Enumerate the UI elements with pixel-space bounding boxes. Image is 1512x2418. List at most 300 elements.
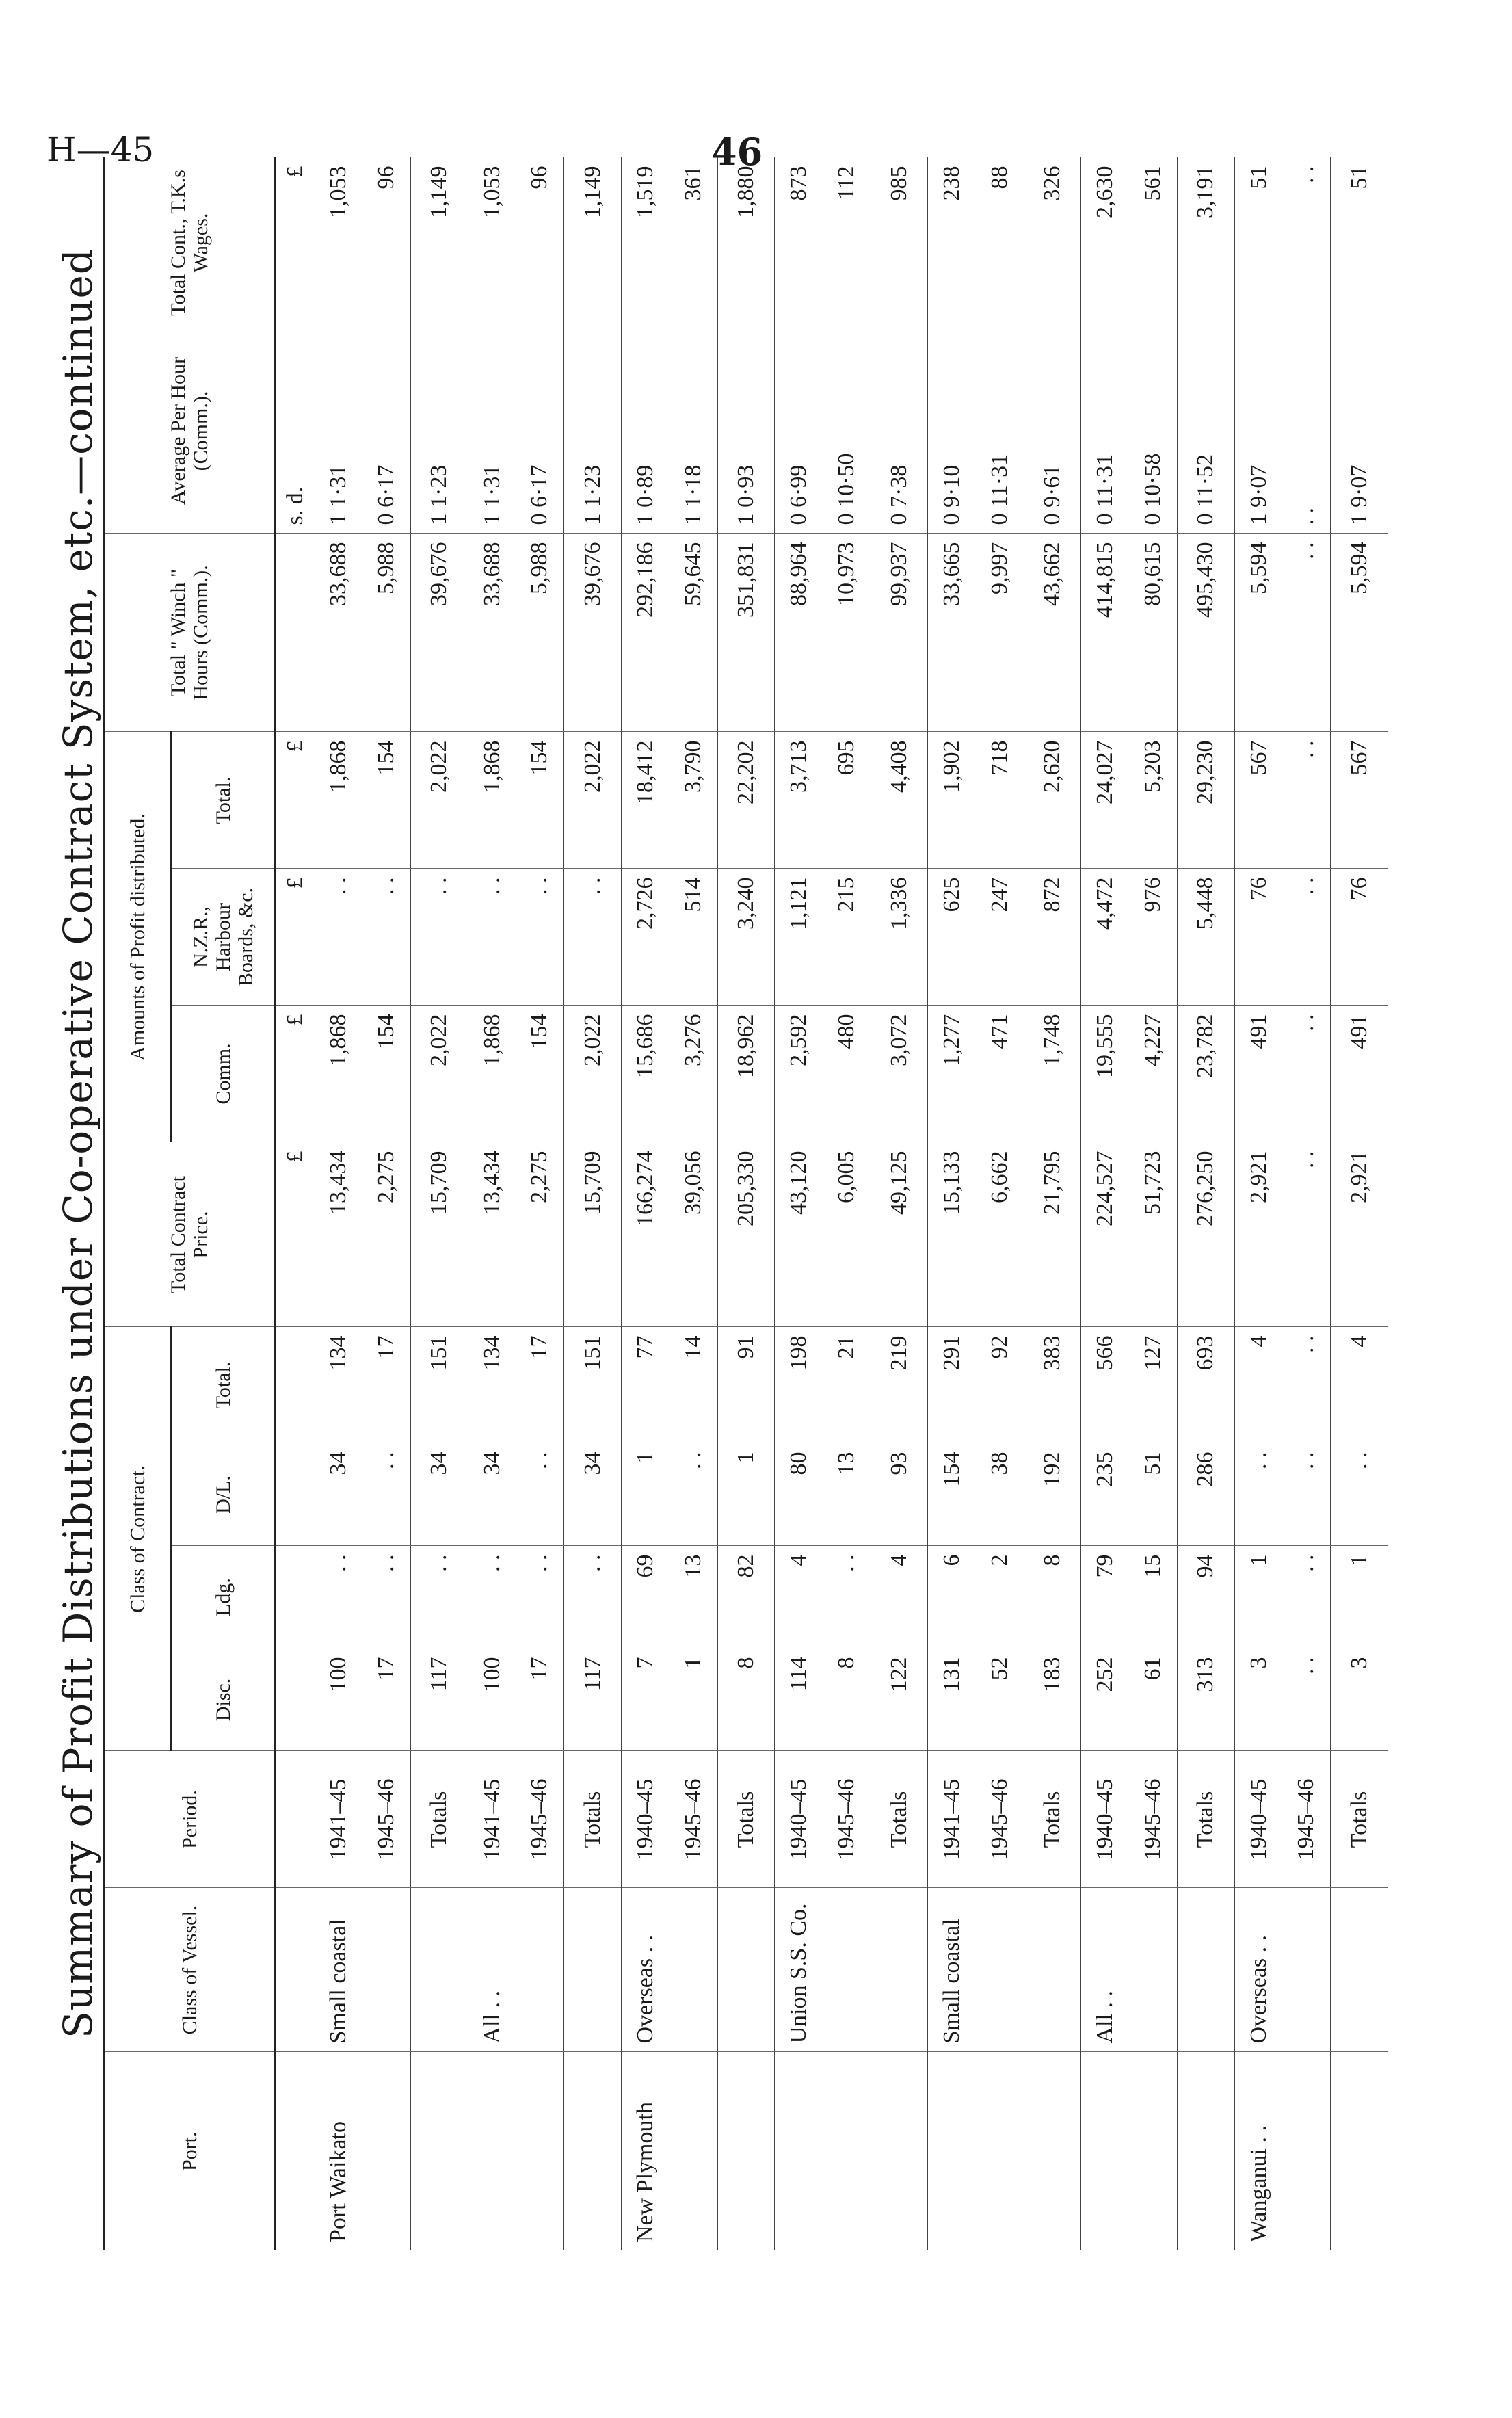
cell-period: 1945–46 bbox=[1283, 1751, 1331, 1888]
cell-price: 2,275 bbox=[516, 1142, 564, 1327]
cell-dl: 34 bbox=[564, 1443, 621, 1546]
cell-disc: 114 bbox=[775, 1648, 823, 1751]
table-body bbox=[275, 157, 1388, 2250]
cell-period: Totals bbox=[1331, 1751, 1388, 1888]
cell-port bbox=[468, 2052, 516, 2250]
cell-dl: 154 bbox=[928, 1443, 976, 1546]
cell-dl: . . bbox=[669, 1443, 717, 1546]
cell-price: 51,723 bbox=[1129, 1142, 1177, 1327]
profit-distribution-table bbox=[103, 157, 1388, 2250]
cell-comm: 3,276 bbox=[669, 1006, 717, 1142]
cell-vessel bbox=[1178, 1888, 1234, 2052]
table-row bbox=[669, 157, 717, 2250]
cell-nzr: 1,336 bbox=[871, 869, 927, 1006]
cell-avg: 0 6·17 bbox=[362, 328, 410, 534]
cell-hours: 495,430 bbox=[1178, 534, 1234, 732]
cell-vessel bbox=[362, 1888, 410, 2052]
cell-total: 198 bbox=[775, 1327, 823, 1443]
cell-ptotal: 4,408 bbox=[871, 732, 927, 869]
cell-dl: . . bbox=[362, 1443, 410, 1546]
cell-comm: 491 bbox=[1234, 1006, 1282, 1142]
cell-comm: 491 bbox=[1331, 1006, 1388, 1142]
cell-hours: 39,676 bbox=[564, 534, 621, 732]
cell-total: 134 bbox=[468, 1327, 516, 1443]
cell-total: 151 bbox=[411, 1327, 468, 1443]
cell-nzr: 625 bbox=[928, 869, 976, 1006]
cell-avg: 0 10·50 bbox=[823, 328, 871, 534]
cell-total: 151 bbox=[564, 1327, 621, 1443]
cell-port bbox=[871, 2052, 927, 2250]
cell-period: 1945–46 bbox=[362, 1751, 410, 1888]
cell-cont: 1,149 bbox=[564, 157, 621, 328]
cell-ptotal: 1,868 bbox=[468, 732, 516, 869]
cell-price: 2,921 bbox=[1331, 1142, 1388, 1327]
cell-cont: 985 bbox=[871, 157, 927, 328]
cell-hours: 10,973 bbox=[823, 534, 871, 732]
cell-cont: 51 bbox=[1234, 157, 1282, 328]
cell-ptotal: 22,202 bbox=[717, 732, 774, 869]
cell-comm: 23,782 bbox=[1178, 1006, 1234, 1142]
cell-cont: 873 bbox=[775, 157, 823, 328]
cell-comm: 1,868 bbox=[468, 1006, 516, 1142]
cell-disc: 7 bbox=[621, 1648, 669, 1751]
cell-disc: 1 bbox=[669, 1648, 717, 1751]
cell-avg: 0 6·17 bbox=[516, 328, 564, 534]
cell-period: Totals bbox=[1178, 1751, 1234, 1888]
cell-ptotal: 1,902 bbox=[928, 732, 976, 869]
table-row bbox=[1234, 157, 1282, 2250]
cell-cont: 1,880 bbox=[717, 157, 774, 328]
cell-hours: 414,815 bbox=[1081, 534, 1129, 732]
cell-ldg: 1 bbox=[1331, 1546, 1388, 1648]
unit-nzr: £ bbox=[275, 869, 315, 1006]
cell-hours: 43,662 bbox=[1024, 534, 1080, 732]
cell-cont: 361 bbox=[669, 157, 717, 328]
cell-period: Totals bbox=[411, 1751, 468, 1888]
cell-cont: 96 bbox=[516, 157, 564, 328]
cell-price: . . bbox=[1283, 1142, 1331, 1327]
cell-avg: 1 0·89 bbox=[621, 328, 669, 534]
cell-ldg: 15 bbox=[1129, 1546, 1177, 1648]
cell-cont: . . bbox=[1283, 157, 1331, 328]
cell-price: 15,709 bbox=[411, 1142, 468, 1327]
col-port: Port. bbox=[104, 2052, 276, 2250]
cell-hours: 351,831 bbox=[717, 534, 774, 732]
cell-nzr: . . bbox=[468, 869, 516, 1006]
col-profit-total: Total. bbox=[171, 732, 275, 869]
cell-ldg: 2 bbox=[976, 1546, 1024, 1648]
col-contract-price: Total Contract Price. bbox=[104, 1142, 276, 1327]
cell-ldg: 13 bbox=[669, 1546, 717, 1648]
cell-ldg: 4 bbox=[775, 1546, 823, 1648]
cell-cont: 238 bbox=[928, 157, 976, 328]
cell-total: 21 bbox=[823, 1327, 871, 1443]
cell-nzr: 2,726 bbox=[621, 869, 669, 1006]
unit-cont: £ bbox=[275, 157, 315, 328]
cell-ptotal: 567 bbox=[1234, 732, 1282, 869]
table-row bbox=[1283, 157, 1331, 2250]
cell-disc: 100 bbox=[315, 1648, 363, 1751]
rotated-table-wrapper bbox=[103, 157, 1388, 2250]
cell-nzr: . . bbox=[362, 869, 410, 1006]
table-row bbox=[823, 157, 871, 2250]
cell-ldg: . . bbox=[411, 1546, 468, 1648]
cell-comm: 1,748 bbox=[1024, 1006, 1080, 1142]
cell-nzr: 976 bbox=[1129, 869, 1177, 1006]
cell-dl: 192 bbox=[1024, 1443, 1080, 1546]
cell-cont: 1,053 bbox=[468, 157, 516, 328]
cell-hours: 5,594 bbox=[1331, 534, 1388, 732]
cell-hours: . . bbox=[1283, 534, 1331, 732]
cell-nzr: 76 bbox=[1234, 869, 1282, 1006]
col-vessel: Class of Vessel. bbox=[104, 1888, 276, 2052]
cell-nzr: 76 bbox=[1331, 869, 1388, 1006]
cell-vessel bbox=[516, 1888, 564, 2052]
cell-period: 1945–46 bbox=[516, 1751, 564, 1888]
cell-ldg: 82 bbox=[717, 1546, 774, 1648]
cell-ldg: 1 bbox=[1234, 1546, 1282, 1648]
cell-ldg: 79 bbox=[1081, 1546, 1129, 1648]
cell-cont: 1,519 bbox=[621, 157, 669, 328]
cell-ldg: . . bbox=[468, 1546, 516, 1648]
cell-avg: 1 9·07 bbox=[1331, 328, 1388, 534]
col-ldg: Ldg. bbox=[171, 1546, 275, 1648]
units-row bbox=[275, 157, 315, 2250]
cell-hours: 80,615 bbox=[1129, 534, 1177, 732]
cell-comm: 154 bbox=[362, 1006, 410, 1142]
cell-total: 127 bbox=[1129, 1327, 1177, 1443]
cell-ptotal: 2,022 bbox=[411, 732, 468, 869]
cell-ptotal: . . bbox=[1283, 732, 1331, 869]
cell-price: 166,274 bbox=[621, 1142, 669, 1327]
cell-comm: 2,592 bbox=[775, 1006, 823, 1142]
table-row bbox=[315, 157, 363, 2250]
cell-cont: 112 bbox=[823, 157, 871, 328]
unit-price: £ bbox=[275, 1142, 315, 1327]
table-title: Summary of Profit Distributions under Co-operative Contract System, etc.—continued bbox=[55, 248, 101, 2038]
cell-dl: 235 bbox=[1081, 1443, 1129, 1546]
cell-cont: 1,149 bbox=[411, 157, 468, 328]
totals-row bbox=[1331, 157, 1388, 2250]
table-row bbox=[468, 157, 516, 2250]
cell-port bbox=[362, 2052, 410, 2250]
cell-price: 6,662 bbox=[976, 1142, 1024, 1327]
cell-cont: 2,630 bbox=[1081, 157, 1129, 328]
cell-vessel: All . . bbox=[468, 1888, 516, 2052]
cell-vessel bbox=[564, 1888, 621, 2052]
cell-port bbox=[669, 2052, 717, 2250]
cell-avg: 1 0·93 bbox=[717, 328, 774, 534]
cell-dl: 34 bbox=[468, 1443, 516, 1546]
cell-disc: 61 bbox=[1129, 1648, 1177, 1751]
cell-ldg: 69 bbox=[621, 1546, 669, 1648]
cell-total: 4 bbox=[1331, 1327, 1388, 1443]
cell-ptotal: 24,027 bbox=[1081, 732, 1129, 869]
totals-row bbox=[1178, 157, 1234, 2250]
cell-vessel bbox=[871, 1888, 927, 2052]
cell-port bbox=[1178, 2052, 1234, 2250]
cell-disc: 122 bbox=[871, 1648, 927, 1751]
cell-dl: . . bbox=[516, 1443, 564, 1546]
cell-period: Totals bbox=[564, 1751, 621, 1888]
cell-price: 2,275 bbox=[362, 1142, 410, 1327]
cell-dl: 38 bbox=[976, 1443, 1024, 1546]
cell-disc: 313 bbox=[1178, 1648, 1234, 1751]
col-group-profit: Amounts of Profit distributed. bbox=[104, 732, 172, 1142]
cell-ldg: . . bbox=[1283, 1546, 1331, 1648]
cell-hours: 5,594 bbox=[1234, 534, 1282, 732]
cell-disc: 117 bbox=[564, 1648, 621, 1751]
cell-ldg: . . bbox=[823, 1546, 871, 1648]
cell-port bbox=[1081, 2052, 1129, 2250]
cell-period: 1940–45 bbox=[1081, 1751, 1129, 1888]
cell-ptotal: 18,412 bbox=[621, 732, 669, 869]
cell-total: 219 bbox=[871, 1327, 927, 1443]
cell-comm: 480 bbox=[823, 1006, 871, 1142]
col-disc: Disc. bbox=[171, 1648, 275, 1751]
col-group-class: Class of Contract. bbox=[104, 1327, 172, 1751]
cell-nzr: 872 bbox=[1024, 869, 1080, 1006]
cell-avg: . . bbox=[1283, 328, 1331, 534]
cell-avg: 0 9·61 bbox=[1024, 328, 1080, 534]
cell-ptotal: 3,790 bbox=[669, 732, 717, 869]
cell-hours: 33,665 bbox=[928, 534, 976, 732]
cell-port bbox=[928, 2052, 976, 2250]
cell-port bbox=[411, 2052, 468, 2250]
cell-ldg: . . bbox=[564, 1546, 621, 1648]
cell-total: 77 bbox=[621, 1327, 669, 1443]
cell-total: 17 bbox=[516, 1327, 564, 1443]
cell-vessel bbox=[823, 1888, 871, 2052]
cell-total: 693 bbox=[1178, 1327, 1234, 1443]
unit-profit-total: £ bbox=[275, 732, 315, 869]
cell-comm: 1,277 bbox=[928, 1006, 976, 1142]
cell-total: 291 bbox=[928, 1327, 976, 1443]
cell-port bbox=[1331, 2052, 1388, 2250]
page-number: 46 bbox=[711, 130, 763, 174]
cell-port bbox=[564, 2052, 621, 2250]
cell-comm: 2,022 bbox=[564, 1006, 621, 1142]
cell-hours: 9,997 bbox=[976, 534, 1024, 732]
totals-row bbox=[871, 157, 927, 2250]
cell-ptotal: 567 bbox=[1331, 732, 1388, 869]
cell-disc: 252 bbox=[1081, 1648, 1129, 1751]
cell-period: 1941–45 bbox=[468, 1751, 516, 1888]
cell-disc: 117 bbox=[411, 1648, 468, 1751]
table-row bbox=[775, 157, 823, 2250]
cell-nzr: . . bbox=[315, 869, 363, 1006]
cell-ptotal: 154 bbox=[362, 732, 410, 869]
cell-dl: 34 bbox=[315, 1443, 363, 1546]
cell-nzr: 3,240 bbox=[717, 869, 774, 1006]
cell-nzr: 1,121 bbox=[775, 869, 823, 1006]
cell-disc: 52 bbox=[976, 1648, 1024, 1751]
cell-dl: 93 bbox=[871, 1443, 927, 1546]
cell-cont: 51 bbox=[1331, 157, 1388, 328]
cell-avg: 1 1·31 bbox=[315, 328, 363, 534]
cell-cont: 326 bbox=[1024, 157, 1080, 328]
cell-total: . . bbox=[1283, 1327, 1331, 1443]
col-class-total: Total. bbox=[171, 1327, 275, 1443]
cell-disc: 17 bbox=[516, 1648, 564, 1751]
cell-price: 21,795 bbox=[1024, 1142, 1080, 1327]
cell-ptotal: 2,022 bbox=[564, 732, 621, 869]
unit-comm: £ bbox=[275, 1006, 315, 1142]
cell-hours: 39,676 bbox=[411, 534, 468, 732]
cell-comm: . . bbox=[1283, 1006, 1331, 1142]
cell-ptotal: 154 bbox=[516, 732, 564, 869]
cell-cont: 88 bbox=[976, 157, 1024, 328]
cell-vessel bbox=[976, 1888, 1024, 2052]
cell-hours: 88,964 bbox=[775, 534, 823, 732]
cell-price: 49,125 bbox=[871, 1142, 927, 1327]
cell-price: 15,709 bbox=[564, 1142, 621, 1327]
cell-disc: 3 bbox=[1234, 1648, 1282, 1751]
cell-dl: 286 bbox=[1178, 1443, 1234, 1546]
cell-hours: 5,988 bbox=[516, 534, 564, 732]
cell-period: Totals bbox=[717, 1751, 774, 1888]
cell-avg: 1 9·07 bbox=[1234, 328, 1282, 534]
cell-cont: 96 bbox=[362, 157, 410, 328]
cell-vessel bbox=[1331, 1888, 1388, 2052]
cell-comm: 2,022 bbox=[411, 1006, 468, 1142]
cell-ldg: . . bbox=[362, 1546, 410, 1648]
table-row bbox=[362, 157, 410, 2250]
cell-vessel bbox=[717, 1888, 774, 2052]
col-dl: D/L. bbox=[171, 1443, 275, 1546]
cell-disc: . . bbox=[1283, 1648, 1331, 1751]
totals-row bbox=[1024, 157, 1080, 2250]
cell-avg: 0 11·31 bbox=[1081, 328, 1129, 534]
cell-vessel bbox=[669, 1888, 717, 2052]
cell-total: 4 bbox=[1234, 1327, 1282, 1443]
cell-period: 1945–46 bbox=[669, 1751, 717, 1888]
totals-row bbox=[411, 157, 468, 2250]
cell-cont: 3,191 bbox=[1178, 157, 1234, 328]
cell-disc: 3 bbox=[1331, 1648, 1388, 1751]
cell-dl: 51 bbox=[1129, 1443, 1177, 1546]
cell-total: 14 bbox=[669, 1327, 717, 1443]
cell-avg: 1 1·23 bbox=[411, 328, 468, 534]
cell-price: 2,921 bbox=[1234, 1142, 1282, 1327]
cell-ptotal: 1,868 bbox=[315, 732, 363, 869]
cell-nzr: 4,472 bbox=[1081, 869, 1129, 1006]
cell-price: 13,434 bbox=[315, 1142, 363, 1327]
table-row bbox=[516, 157, 564, 2250]
col-winch-hours: Total " Winch " Hours (Comm.). bbox=[104, 534, 276, 732]
page-code: H—45 bbox=[47, 130, 155, 170]
table-row bbox=[976, 157, 1024, 2250]
cell-nzr: 514 bbox=[669, 869, 717, 1006]
cell-period: Totals bbox=[1024, 1751, 1080, 1888]
cell-port bbox=[1283, 2052, 1331, 2250]
cell-hours: 59,645 bbox=[669, 534, 717, 732]
cell-period: 1941–45 bbox=[928, 1751, 976, 1888]
cell-disc: 8 bbox=[717, 1648, 774, 1751]
cell-price: 6,005 bbox=[823, 1142, 871, 1327]
cell-ptotal: 29,230 bbox=[1178, 732, 1234, 869]
cell-port: New Plymouth bbox=[621, 2052, 669, 2250]
cell-price: 224,527 bbox=[1081, 1142, 1129, 1327]
cell-nzr: . . bbox=[1283, 869, 1331, 1006]
cell-period: Totals bbox=[871, 1751, 927, 1888]
cell-port bbox=[516, 2052, 564, 2250]
cell-vessel bbox=[1024, 1888, 1080, 2052]
table-row bbox=[1129, 157, 1177, 2250]
cell-port: Port Waikato bbox=[315, 2052, 363, 2250]
cell-price: 13,434 bbox=[468, 1142, 516, 1327]
cell-disc: 17 bbox=[362, 1648, 410, 1751]
cell-avg: 1 1·23 bbox=[564, 328, 621, 534]
cell-ldg: 8 bbox=[1024, 1546, 1080, 1648]
table-row bbox=[621, 157, 669, 2250]
cell-avg: 1 1·18 bbox=[669, 328, 717, 534]
cell-period: 1940–45 bbox=[775, 1751, 823, 1888]
cell-avg: 0 10·58 bbox=[1129, 328, 1177, 534]
cell-nzr: 247 bbox=[976, 869, 1024, 1006]
cell-period: 1945–46 bbox=[823, 1751, 871, 1888]
cell-avg: 1 1·31 bbox=[468, 328, 516, 534]
cell-period: 1941–45 bbox=[315, 1751, 363, 1888]
cell-vessel bbox=[411, 1888, 468, 2052]
cell-total: 17 bbox=[362, 1327, 410, 1443]
cell-vessel: Union S.S. Co. bbox=[775, 1888, 823, 2052]
cell-ptotal: 695 bbox=[823, 732, 871, 869]
cell-hours: 33,688 bbox=[315, 534, 363, 732]
cell-vessel: Small coastal bbox=[928, 1888, 976, 2052]
cell-cont: 1,053 bbox=[315, 157, 363, 328]
cell-period: 1945–46 bbox=[1129, 1751, 1177, 1888]
cell-vessel bbox=[1283, 1888, 1331, 2052]
cell-ldg: . . bbox=[516, 1546, 564, 1648]
cell-hours: 5,988 bbox=[362, 534, 410, 732]
cell-comm: 19,555 bbox=[1081, 1006, 1129, 1142]
col-period: Period. bbox=[104, 1751, 276, 1888]
cell-comm: 1,868 bbox=[315, 1006, 363, 1142]
cell-avg: 0 6·99 bbox=[775, 328, 823, 534]
cell-dl: 1 bbox=[717, 1443, 774, 1546]
cell-period: 1940–45 bbox=[1234, 1751, 1282, 1888]
cell-hours: 99,937 bbox=[871, 534, 927, 732]
cell-price: 205,330 bbox=[717, 1142, 774, 1327]
cell-dl: . . bbox=[1331, 1443, 1388, 1546]
cell-ldg: . . bbox=[315, 1546, 363, 1648]
cell-port bbox=[1129, 2052, 1177, 2250]
cell-vessel: All . . bbox=[1081, 1888, 1129, 2052]
cell-price: 39,056 bbox=[669, 1142, 717, 1327]
cell-nzr: . . bbox=[516, 869, 564, 1006]
cell-hours: 292,186 bbox=[621, 534, 669, 732]
cell-port: Wanganui . . bbox=[1234, 2052, 1282, 2250]
cell-nzr: . . bbox=[564, 869, 621, 1006]
cell-dl: 13 bbox=[823, 1443, 871, 1546]
cell-cont: 561 bbox=[1129, 157, 1177, 328]
cell-ldg: 94 bbox=[1178, 1546, 1234, 1648]
cell-dl: 1 bbox=[621, 1443, 669, 1546]
cell-disc: 100 bbox=[468, 1648, 516, 1751]
cell-period: 1945–46 bbox=[976, 1751, 1024, 1888]
cell-vessel: Overseas . . bbox=[621, 1888, 669, 2052]
cell-comm: 154 bbox=[516, 1006, 564, 1142]
cell-port bbox=[1024, 2052, 1080, 2250]
col-nzr: N.Z.R., Harbour Boards, &c. bbox=[171, 869, 275, 1006]
table-row bbox=[1081, 157, 1129, 2250]
cell-nzr: 5,448 bbox=[1178, 869, 1234, 1006]
cell-vessel: Overseas . . bbox=[1234, 1888, 1282, 2052]
totals-row bbox=[564, 157, 621, 2250]
cell-dl: 34 bbox=[411, 1443, 468, 1546]
cell-total: 383 bbox=[1024, 1327, 1080, 1443]
